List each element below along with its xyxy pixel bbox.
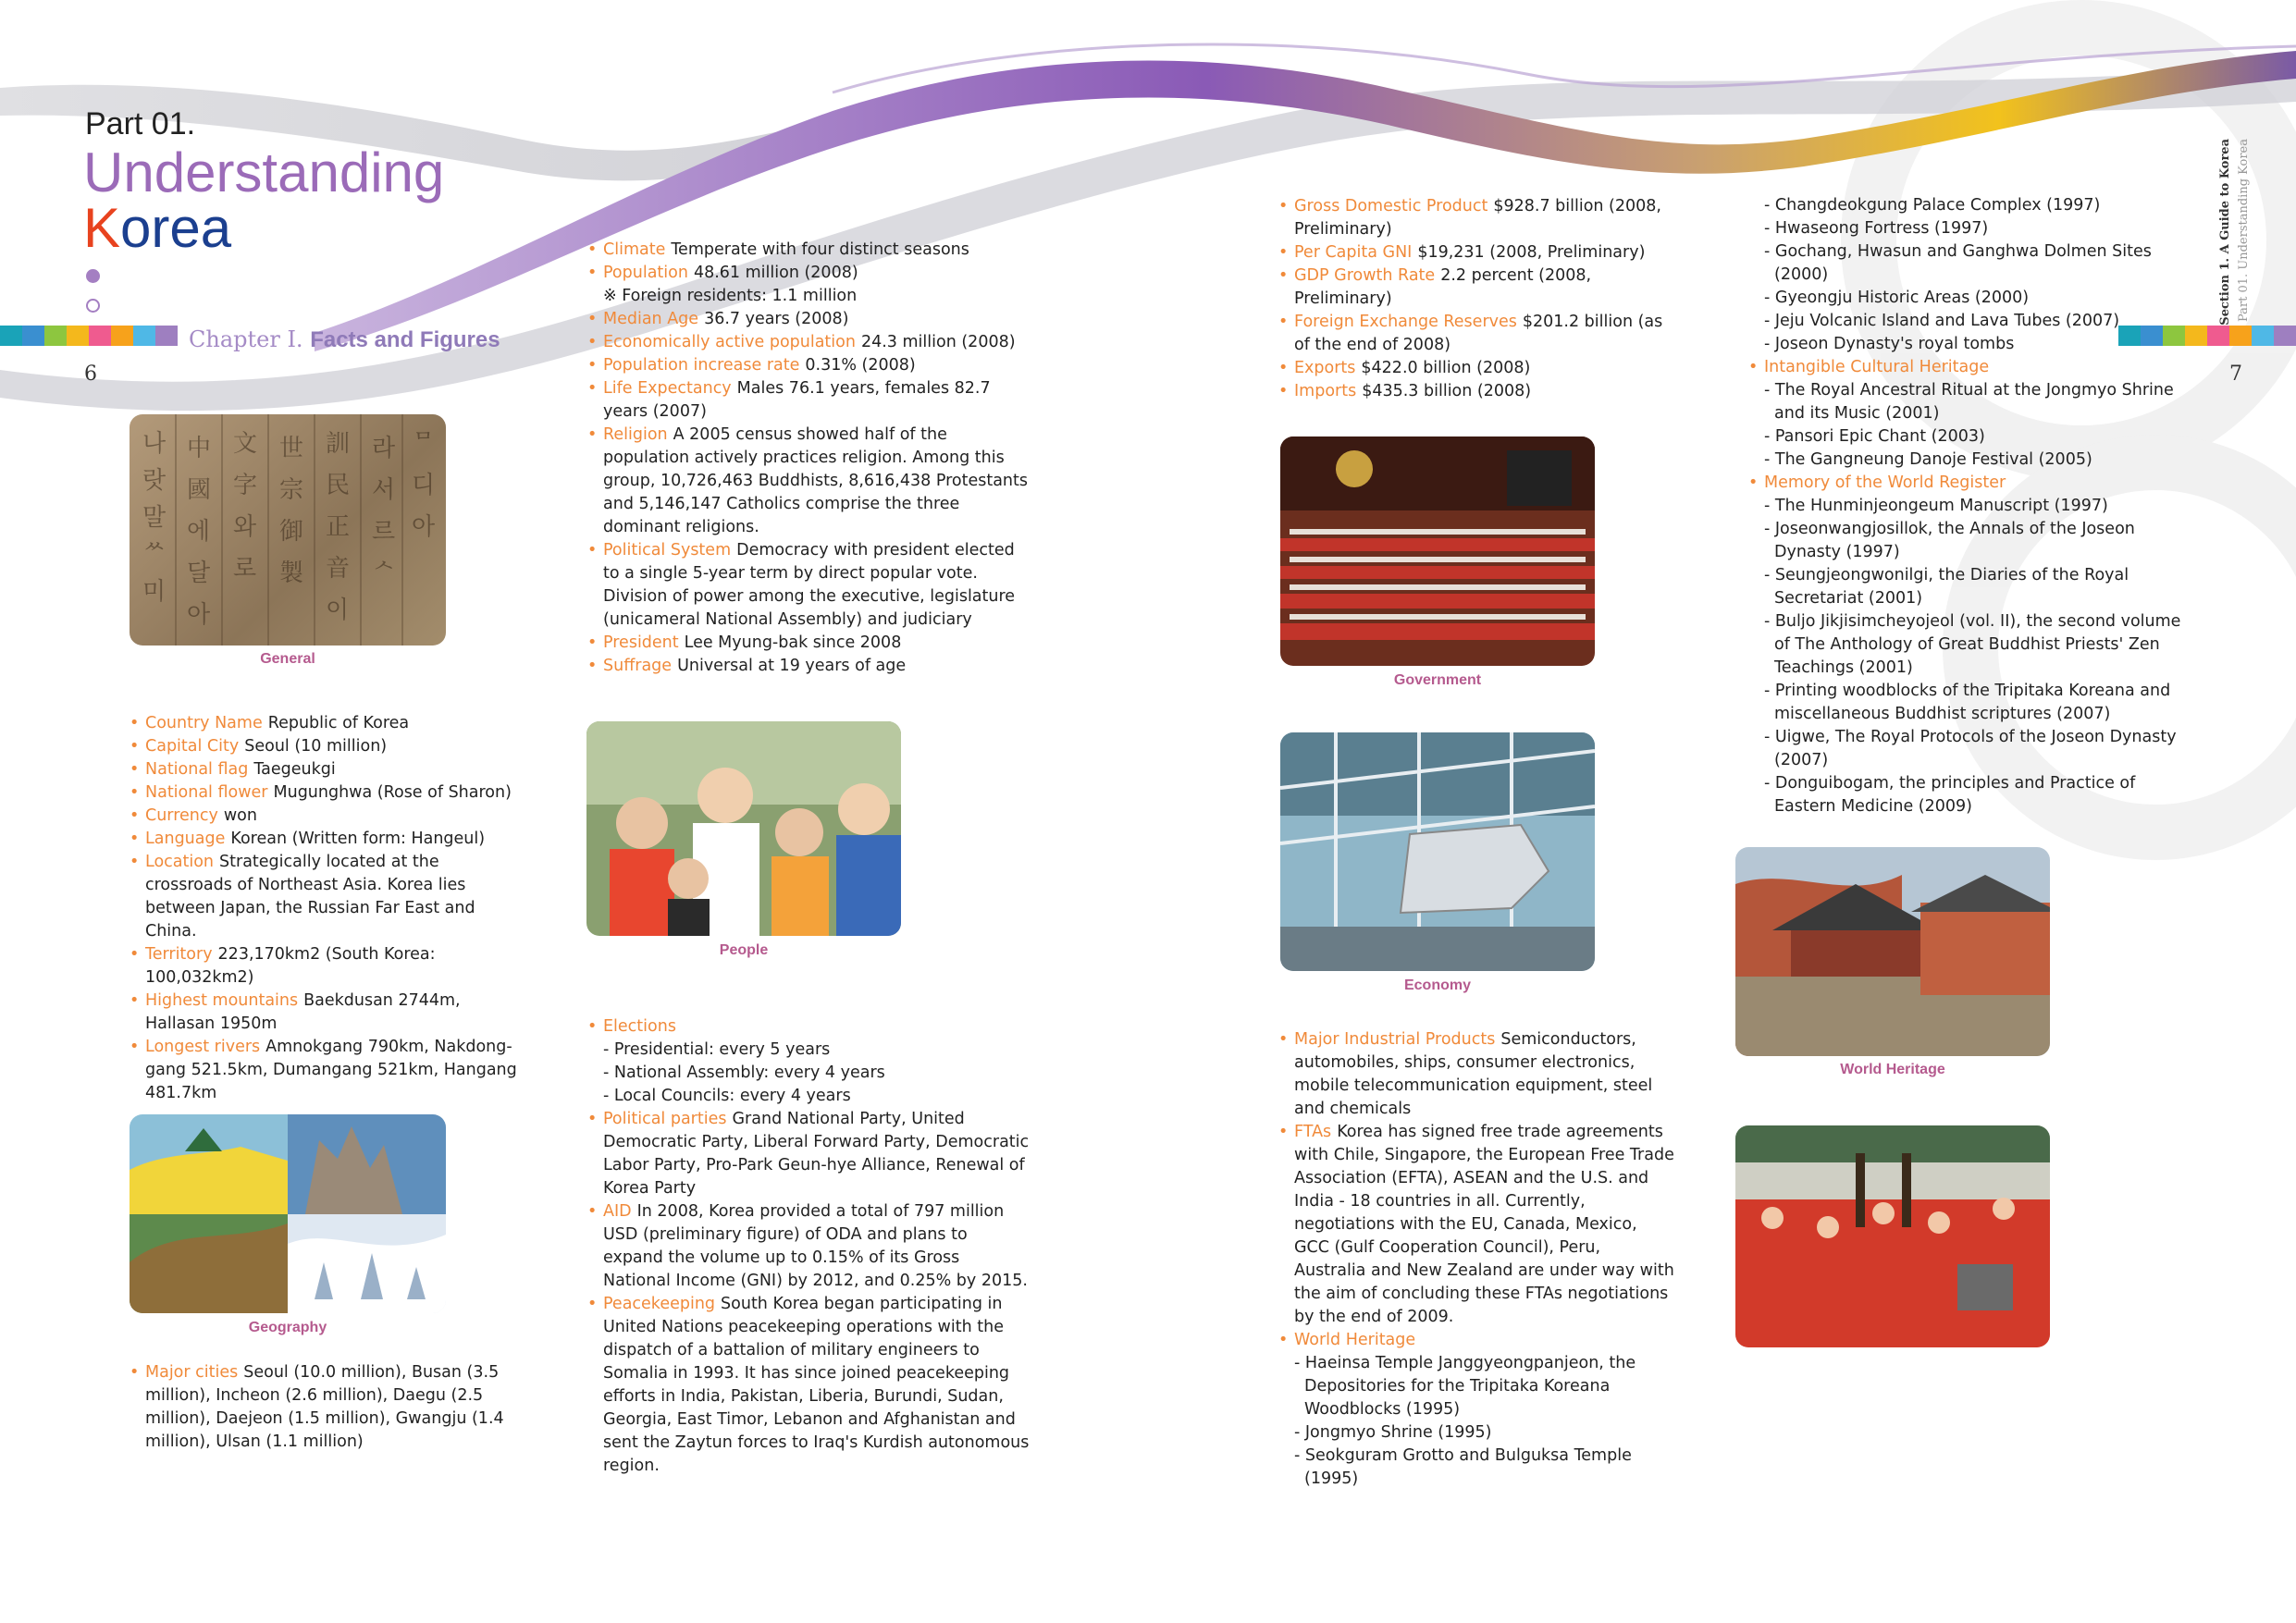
svg-text:아: 아 (187, 601, 211, 629)
stripe-swatch (2229, 326, 2252, 346)
ritual-illustration (1735, 1125, 2050, 1347)
fact-item (587, 377, 1031, 424)
fact-value: 24.3 million (2008) (860, 333, 1016, 351)
stripe-swatch (2274, 326, 2296, 346)
svg-text:르: 르 (372, 518, 396, 546)
svg-text:訓: 訓 (326, 430, 351, 458)
fact-label: Economically active population (603, 333, 856, 351)
svg-text:ᄆ: ᄆ (412, 430, 436, 458)
list-item: - The Royal Ancestral Ritual at the Jongmyo Shrine and its Music (2001) (1764, 381, 2174, 423)
stripe-swatch (67, 326, 89, 346)
fact-item (1278, 380, 1676, 403)
svg-text:製: 製 (279, 559, 304, 587)
fact-value: 0.31% (2008) (805, 356, 916, 375)
fact-label: National flag (145, 760, 249, 779)
fact-item (587, 239, 1031, 262)
factory-illustration (1280, 732, 1595, 971)
fact-item (587, 262, 1031, 285)
fact-value: 2.2 percent (2008, Preliminary) (1294, 266, 1592, 308)
fact-label: Political parties (603, 1110, 727, 1128)
fact-value: Republic of Korea (267, 714, 410, 732)
fact-value: 48.61 million (2008) (693, 264, 858, 282)
fact-value: Males 76.1 years, females 82.7 years (2007) (603, 379, 991, 421)
svg-text:로: 로 (233, 555, 257, 583)
fact-value: Seoul (10.0 million), Busan (3.5 million), Incheon (2.6 million), Daegu (2.5 million), Daejeon (1.5 million), Gwangju (1.4 million), Ulsan (1.1 million) (145, 1363, 504, 1451)
fact-label: President (603, 633, 679, 652)
fact-value: Universal at 19 years of age (677, 657, 907, 675)
manuscript-illustration (130, 414, 446, 646)
stripe-swatch (2207, 326, 2229, 346)
list-item: - The Hunminjeongeum Manuscript (1997) (1764, 497, 2108, 515)
svg-text:正: 正 (326, 513, 351, 541)
fact-value: $435.3 billion (2008) (1362, 382, 1532, 400)
fact-item (1278, 264, 1676, 311)
fact-item (130, 1036, 518, 1105)
fact-label: Intangible Cultural Heritage (1764, 358, 1990, 376)
people-photo (586, 721, 901, 936)
fact-label: Peacekeeping (603, 1295, 716, 1313)
government-facts-list (587, 1015, 1031, 1478)
fact-label: Religion (603, 425, 668, 444)
fact-value: Democracy with president elected to a single 5-year term by direct popular vote. Division of power among the executive, legislature (unicameral National Assembly) and judiciary (603, 541, 1016, 629)
fact-value: Baekdusan 2744m, Hallasan 1950m (145, 991, 461, 1033)
svg-text:國: 國 (187, 476, 212, 504)
fact-item (587, 1200, 1031, 1293)
list-item: - Local Councils: every 4 years (603, 1087, 851, 1105)
fact-item (587, 308, 1031, 331)
page-number-left: 6 (84, 363, 97, 386)
color-stripe-bar-left (0, 326, 178, 346)
list-item: - Seungjeongwonilgi, the Diaries of the Royal Secretariat (2001) (1764, 566, 2129, 608)
fact-item (130, 1361, 518, 1454)
bullet-dot-outline (86, 299, 100, 313)
fact-value: $19,231 (2008, Preliminary) (1417, 243, 1646, 262)
fact-value: Grand National Party, United Democratic Party, Liberal Forward Party, Democratic Labor Party, Pro-Park Geun-hye Alliance, Renewal of Korea Party (603, 1110, 1030, 1198)
fact-label: Language (145, 830, 226, 848)
fact-label: Political System (603, 541, 732, 559)
svg-text:미: 미 (142, 578, 167, 606)
caption-world-heritage: World Heritage (1840, 1062, 1945, 1077)
svg-text:이: 이 (326, 596, 350, 624)
list-item: - The Gangneung Danoje Festival (2005) (1764, 450, 2092, 469)
stripe-swatch (111, 326, 133, 346)
stripe-swatch (0, 326, 22, 346)
fact-label: Population increase rate (603, 356, 800, 375)
caption-geography: Geography (248, 1320, 327, 1335)
fact-value: Taegeukgi (253, 760, 336, 779)
fact-value: 223,170km2 (South Korea: 100,032km2) (145, 945, 436, 987)
svg-text:디: 디 (412, 472, 436, 499)
svg-text:宗: 宗 (279, 476, 304, 504)
fact-value: A 2005 census showed half of the population actively practices religion. Among this group, 10,726,463 Buddhists, 8,616,438 Protestants and 5,146,147 Catholics comprise the three dominant religions. (603, 425, 1028, 536)
fact-value: Amnokgang 790km, Nakdong-gang 521.5km, Dumangang 521km, Hangang 481.7km (145, 1038, 517, 1102)
fact-item (1278, 195, 1676, 241)
world-heritage-temple-photo (1735, 847, 2050, 1056)
stripe-swatch (2252, 326, 2274, 346)
fact-label: Capital City (145, 737, 240, 756)
stripe-swatch (44, 326, 67, 346)
svg-text:中: 中 (187, 435, 212, 462)
list-item: - Changdeokgung Palace Complex (1997) (1764, 196, 2101, 215)
list-item: - Seokguram Grotto and Bulguksa Temple (1995) (1294, 1446, 1632, 1488)
svg-text:아: 아 (412, 513, 436, 541)
fact-label: FTAs (1294, 1123, 1332, 1141)
fact-value: Korean (Written form: Hangeul) (230, 830, 486, 848)
side-section-label: Section 1. A Guide to Korea (2218, 139, 2232, 326)
fact-item (130, 943, 518, 990)
fact-item (130, 781, 518, 805)
svg-text:나: 나 (142, 430, 167, 458)
svg-text:御: 御 (279, 518, 304, 546)
fact-label: Currency (145, 806, 218, 825)
fact-label: Memory of the World Register (1764, 473, 2006, 492)
fact-label: Longest rivers (145, 1038, 261, 1056)
page-number-right: 7 (2229, 363, 2242, 386)
fact-item (130, 735, 518, 758)
fact-label: Climate (603, 240, 666, 259)
fact-label: Highest mountains (145, 991, 299, 1010)
list-item: - Jeju Volcanic Island and Lava Tubes (2007) (1764, 312, 2120, 330)
svg-text:와: 와 (233, 513, 257, 541)
fact-item (1748, 356, 2192, 379)
caption-economy: Economy (1403, 977, 1471, 993)
fact-item (1748, 472, 2192, 495)
geography-collage-photo (130, 1114, 446, 1313)
fact-item (587, 424, 1031, 539)
fact-label: Foreign Exchange Reserves (1294, 313, 1517, 331)
fact-item (587, 632, 1031, 655)
fact-label: Suffrage (603, 657, 673, 675)
fact-label: AID (603, 1202, 632, 1221)
fact-item (587, 1108, 1031, 1200)
assembly-hall-illustration (1280, 436, 1595, 666)
fact-item (587, 655, 1031, 678)
economy-facts-list (1278, 195, 1676, 403)
fact-value: Semiconductors, automobiles, ships, consumer electronics, mobile telecommunication equipment, steel and chemicals (1294, 1030, 1653, 1118)
fact-value: Lee Myung-bak since 2008 (684, 633, 902, 652)
svg-text:말: 말 (142, 504, 167, 532)
fact-value: 36.7 years (2008) (704, 310, 849, 328)
hangeul-manuscript-photo (130, 414, 446, 646)
chapter-name: Facts and Figures (310, 327, 500, 352)
fact-item (587, 354, 1031, 377)
fact-item (1278, 311, 1676, 357)
stripe-swatch (89, 326, 111, 346)
list-item: - Joseonwangjosillok, the Annals of the Joseon Dynasty (1997) (1764, 520, 2135, 561)
fact-label: Life Expectancy (603, 379, 732, 398)
fact-label: National flower (145, 783, 268, 802)
list-item: - Gyeongju Historic Areas (2000) (1764, 289, 2030, 307)
economy-factory-photo (1280, 732, 1595, 971)
fact-label: Imports (1294, 382, 1357, 400)
heritage-lists (1748, 194, 2192, 818)
svg-text:音: 音 (326, 555, 351, 583)
fact-item (1278, 357, 1676, 380)
list-item: - Presidential: every 5 years (603, 1040, 831, 1059)
fact-value: Temperate with four distinct seasons (671, 240, 969, 259)
svg-text:ᄊ: ᄊ (142, 541, 167, 569)
geography-facts-list (130, 1361, 518, 1454)
fact-value: $928.7 billion (2008, Preliminary) (1294, 197, 1661, 239)
fact-item (1278, 1028, 1676, 1121)
fact-value: Mugunghwa (Rose of Sharon) (273, 783, 512, 802)
fact-value: Strategically located at the crossroads of Northeast Asia. Korea lies between Japan, the Russian Far East and China. (145, 853, 475, 941)
fact-item (1278, 1121, 1676, 1329)
list-item: - National Assembly: every 4 years (603, 1064, 885, 1082)
fact-value: $201.2 billion (as of the end of 2008) (1294, 313, 1663, 354)
list-item: - Gochang, Hwasun and Ganghwa Dolmen Sites (2000) (1764, 242, 2152, 284)
fact-label: World Heritage (1294, 1331, 1416, 1349)
fact-label: Territory (145, 945, 213, 964)
svg-text:에: 에 (187, 518, 211, 546)
bullet-dot-filled (86, 269, 100, 283)
fact-label: Elections (603, 1017, 676, 1036)
people-facts-list (587, 239, 1031, 678)
list-item: - Jongmyo Shrine (1995) (1294, 1423, 1492, 1442)
fact-value: Korea has signed free trade agreements with Chile, Singapore, the European Free Trade Association (EFTA), ASEAN and the U.S. and India - 18 countries in all. Currently, negotiations with the EU, Canada, Mexico, GCC (Gulf Cooperation Council), Peru, Australia and New Zealand are under way with the aim of concluding these FTAs negotiations by the end of 2009. (1294, 1123, 1674, 1326)
fact-item (130, 712, 518, 735)
list-item: - Donguibogam, the principles and Practice of Eastern Medicine (2009) (1764, 774, 2136, 816)
fact-label: Median Age (603, 310, 699, 328)
svg-text:民: 民 (326, 472, 351, 499)
side-part-label: Part 01. Understanding Korea (2237, 139, 2251, 323)
fact-label: Location (145, 853, 215, 871)
svg-text:서: 서 (372, 476, 396, 504)
svg-text:달: 달 (187, 559, 211, 587)
fact-item (1278, 241, 1676, 264)
svg-text:世: 世 (279, 435, 304, 462)
industry-facts-list (1278, 1028, 1676, 1491)
fact-item (130, 828, 518, 851)
stripe-swatch (22, 326, 44, 346)
fact-label: GDP Growth Rate (1294, 266, 1436, 285)
svg-text:라: 라 (372, 435, 396, 462)
fact-label: Gross Domestic Product (1294, 197, 1488, 215)
list-item: - Uigwe, The Royal Protocols of the Joseon Dynasty (2007) (1764, 728, 2177, 769)
government-assembly-photo (1280, 436, 1595, 666)
list-item: - Pansori Epic Chant (2003) (1764, 427, 1985, 446)
fact-label: Major cities (145, 1363, 239, 1382)
fact-label: Country Name (145, 714, 263, 732)
fact-label: Exports (1294, 359, 1356, 377)
fact-value: won (223, 806, 257, 825)
stripe-swatch (155, 326, 178, 346)
list-item: - Joseon Dynasty's royal tombs (1764, 335, 2015, 353)
fact-item (587, 1015, 1031, 1039)
royal-ritual-photo (1735, 1125, 2050, 1347)
fact-value: South Korea began participating in United Nations peacekeeping operations with the dispatch of a battalion of military engineers to Somalia in 1993. It has since joined peacekeeping efforts in India, Pakistan, Liberia, Burundi, Sudan, Georgia, East Timor, Lebanon and Afghanistan and sent the Zaytun forces to Iraq's Kurdish autonomous region. (603, 1295, 1030, 1475)
stripe-swatch (133, 326, 155, 346)
fact-item (130, 990, 518, 1036)
people-illustration (586, 721, 901, 936)
geography-collage-illustration (130, 1114, 446, 1313)
fact-value: In 2008, Korea provided a total of 797 million USD (preliminary figure) of ODA and plans to expand the volume up to 0.15% of its Gross National Income (GNI) by 2012, and 0.25% by 2015. (603, 1202, 1028, 1290)
caption-government: Government (1393, 672, 1482, 688)
page-title-understanding: Understanding (83, 141, 445, 203)
fact-value: Seoul (10 million) (244, 737, 388, 756)
page-title-korea-initial: K (83, 197, 121, 259)
part-label: Part 01. (85, 106, 196, 141)
list-item: - Haeinsa Temple Janggyeongpanjeon, the Depositories for the Tripitaka Koreana Woodblocks (1995) (1294, 1354, 1636, 1419)
fact-item (587, 539, 1031, 632)
list-item: - Printing woodblocks of the Tripitaka Koreana and miscellaneous Buddhist scriptures (2007) (1764, 682, 2171, 723)
chapter-prefix: Chapter Ⅰ. (189, 326, 303, 352)
svg-text:ᄉ: ᄉ (372, 559, 396, 587)
svg-text:랏: 랏 (142, 467, 167, 495)
list-item: - Buljo Jikjisimcheyojeol (vol. II), the second volume of The Anthology of Great Buddhist Priests' Zen Teachings (2001) (1764, 612, 2181, 677)
list-item: - Hwaseong Fortress (1997) (1764, 219, 1989, 238)
fact-item (130, 758, 518, 781)
fact-item (130, 851, 518, 943)
fact-item (1278, 1329, 1676, 1352)
page-title-korea-rest: orea (120, 197, 232, 259)
side-running-header (2209, 139, 2265, 324)
fact-label: Population (603, 264, 688, 282)
fact-label: Major Industrial Products (1294, 1030, 1496, 1049)
general-facts-list (130, 712, 518, 1105)
foreign-residents-note: ※ Foreign residents: 1.1 million (603, 287, 858, 305)
fact-item (587, 1293, 1031, 1478)
caption-people: People (719, 942, 769, 958)
fact-item (587, 331, 1031, 354)
svg-text:字: 字 (233, 472, 258, 499)
caption-general: General (260, 651, 315, 667)
fact-value: $422.0 billion (2008) (1361, 359, 1531, 377)
fact-item (130, 805, 518, 828)
fact-label: Per Capita GNI (1294, 243, 1413, 262)
temple-illustration (1735, 847, 2050, 1056)
chapter-heading (189, 326, 500, 353)
page-title-korea (83, 196, 231, 260)
svg-text:文: 文 (233, 430, 258, 458)
